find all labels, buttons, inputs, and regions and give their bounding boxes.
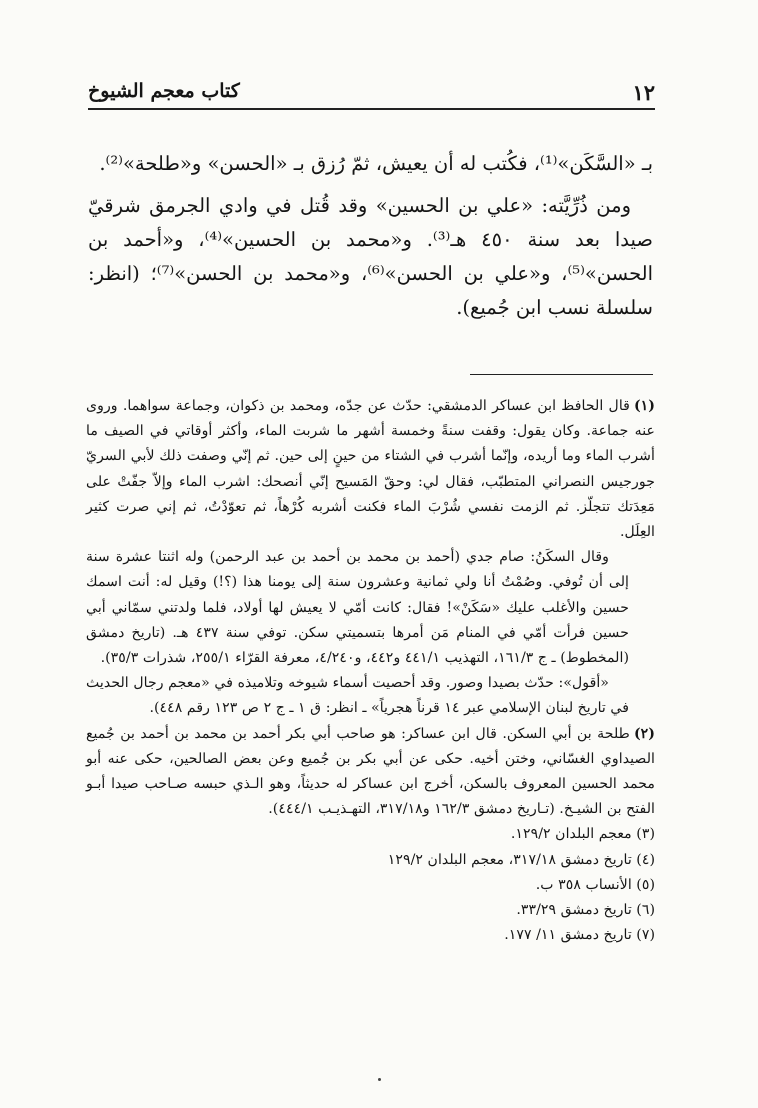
footnote-paragraph: «أقول»: حدّث بصيدا وصور. وقد أحصيت أسماء شيوخه وتلاميذه في «معجم رجال الحديث في تاريخ لبنان الإسلامي عبر ١٤ قرناً هجرياً» ـ انظر: ق ١ ـ ج ٢ ص ١٢٣ رقم ٤٤٨). xyxy=(86,675,629,717)
footnote-6: (٦) تاريخ دمشق ٣٣/٢٩. xyxy=(516,902,655,919)
footnote-1 xyxy=(86,394,655,545)
footnote-text: طلحة بن أبي السكن. قال ابن عساكر: هو صاحب أبي بكر أحمد بن محمد بن أحمد بن جُميع الصيداوي الغسّاني، وختن أخيه. حكى عن أبي بكر بن جُميع وعن بعض الصالحين، حكى عنه أبو محمد الحسين المعروف بالسكن، أخرج ابن عساكر له حديثاً، وهو الـذي حبسه صـاحب صيدا أبـو الفتح بن الشيـخ. (تـاريخ دمشق ١٦٢/٣ و٣١٧/١٨، التهـذيـب ٤٤٤/١). xyxy=(86,725,655,818)
footnote-3: (٣) معجم البلدان ١٢٩/٢. xyxy=(510,826,655,843)
footnote-number: (١) xyxy=(633,398,655,414)
footnote-7: (٧) تاريخ دمشق ١١/ ١٧٧. xyxy=(504,927,655,944)
paragraph: ومن ذُرِّيَّته: «علي بن الحسين» وقد قُتل في وادي الجرمق شرقيّ صيدا بعد سنة ٤٥٠ هـ⁽³⁾. و«محمد بن الحسين»⁽⁴⁾، و«أحمد بن الحسن»⁽⁵⁾، و«علي بن الحسن»⁽⁶⁾، و«محمد بن الحسن»⁽⁷⁾؛ (انظر: سلسلة نسب ابن جُميع). xyxy=(88,194,654,319)
footnote-separator xyxy=(470,374,653,375)
footnote-number: (٢) xyxy=(633,725,655,742)
footnote-paragraph: وقال السكَنُ: صام جدي (أحمد بن محمد بن أحمد بن عبد الرحمن) وله اثنتا عشرة سنة إلى أن تُوفي. وصُمْتُ أنا ولي ثمانية وعشرون سنة إلى يومنا هذا (؟!) وقيل له: أنت اسمك حسين والأغلب عليك «سَكَنْ»! فقال: كانت أمّي لا يعيش لها أولاد، فلما ولدتني سمّاني أبي حسين فرأت أمّي في المنام مَن أمرها بتسميتي سكن. توفي سنة ٤٣٧ هـ. (تاريخ دمشق (المخطوط) ـ ج ١٦١/٣، التهذيب ٤٤١/١ و٤٤٢، و٤/٢٤٠، معرفة القرّاء ٢٥٥/١، شذرات ٣٥/٣). xyxy=(86,549,629,667)
footnote-2 xyxy=(86,722,655,823)
footnotes xyxy=(86,394,655,948)
paragraph: بـ «السَّكَن»⁽¹⁾، فكُتب له أن يعيش، ثمّ رُزق بـ «الحسن» و«طلحة»⁽²⁾. xyxy=(99,152,653,175)
footnote-text: قال الحافظ ابن عساكر الدمشقي: حدّث عن جدّه، ومحمد بن ذكوان، وجماعة سواهما. وروى عنه جماعة. وكان يقول: وقفت سنةً وخمسة أشهر ما شربت الماء، وأكثر أوقاتي في الصيف ما أشرب الماء وما أريده، وإنّما أشرب في الشتاء من حينٍ إلى حين. ثم إنّي وصفت ذلك لأبي السريّ جورجيس النصراني المتطبّب، فقال لي: وحقّ المَسيح إنّي أنصحك: اشرب الماء وإلاّ جفّتْ على مَعِدَتك تتجلّز. ثم الزمت نفسي شُرْبَ الماء فكنت أشربه كُرْهاً، ثم تعوّدْتُ، ثم إني صرت كثير العِلَل. xyxy=(86,398,655,541)
footnote-5: (٥) الأنساب ٣٥٨ ب. xyxy=(535,876,655,893)
scan-speck xyxy=(378,1078,381,1081)
main-text xyxy=(88,147,653,333)
page-header xyxy=(88,78,655,110)
footnote-4: (٤) تاريخ دمشق ٣١٧/١٨، معجم البلدان ١٢٩/٢ xyxy=(387,851,655,868)
page-number: ١٢ xyxy=(632,80,655,105)
running-title: كتاب معجم الشيوخ xyxy=(88,80,240,102)
